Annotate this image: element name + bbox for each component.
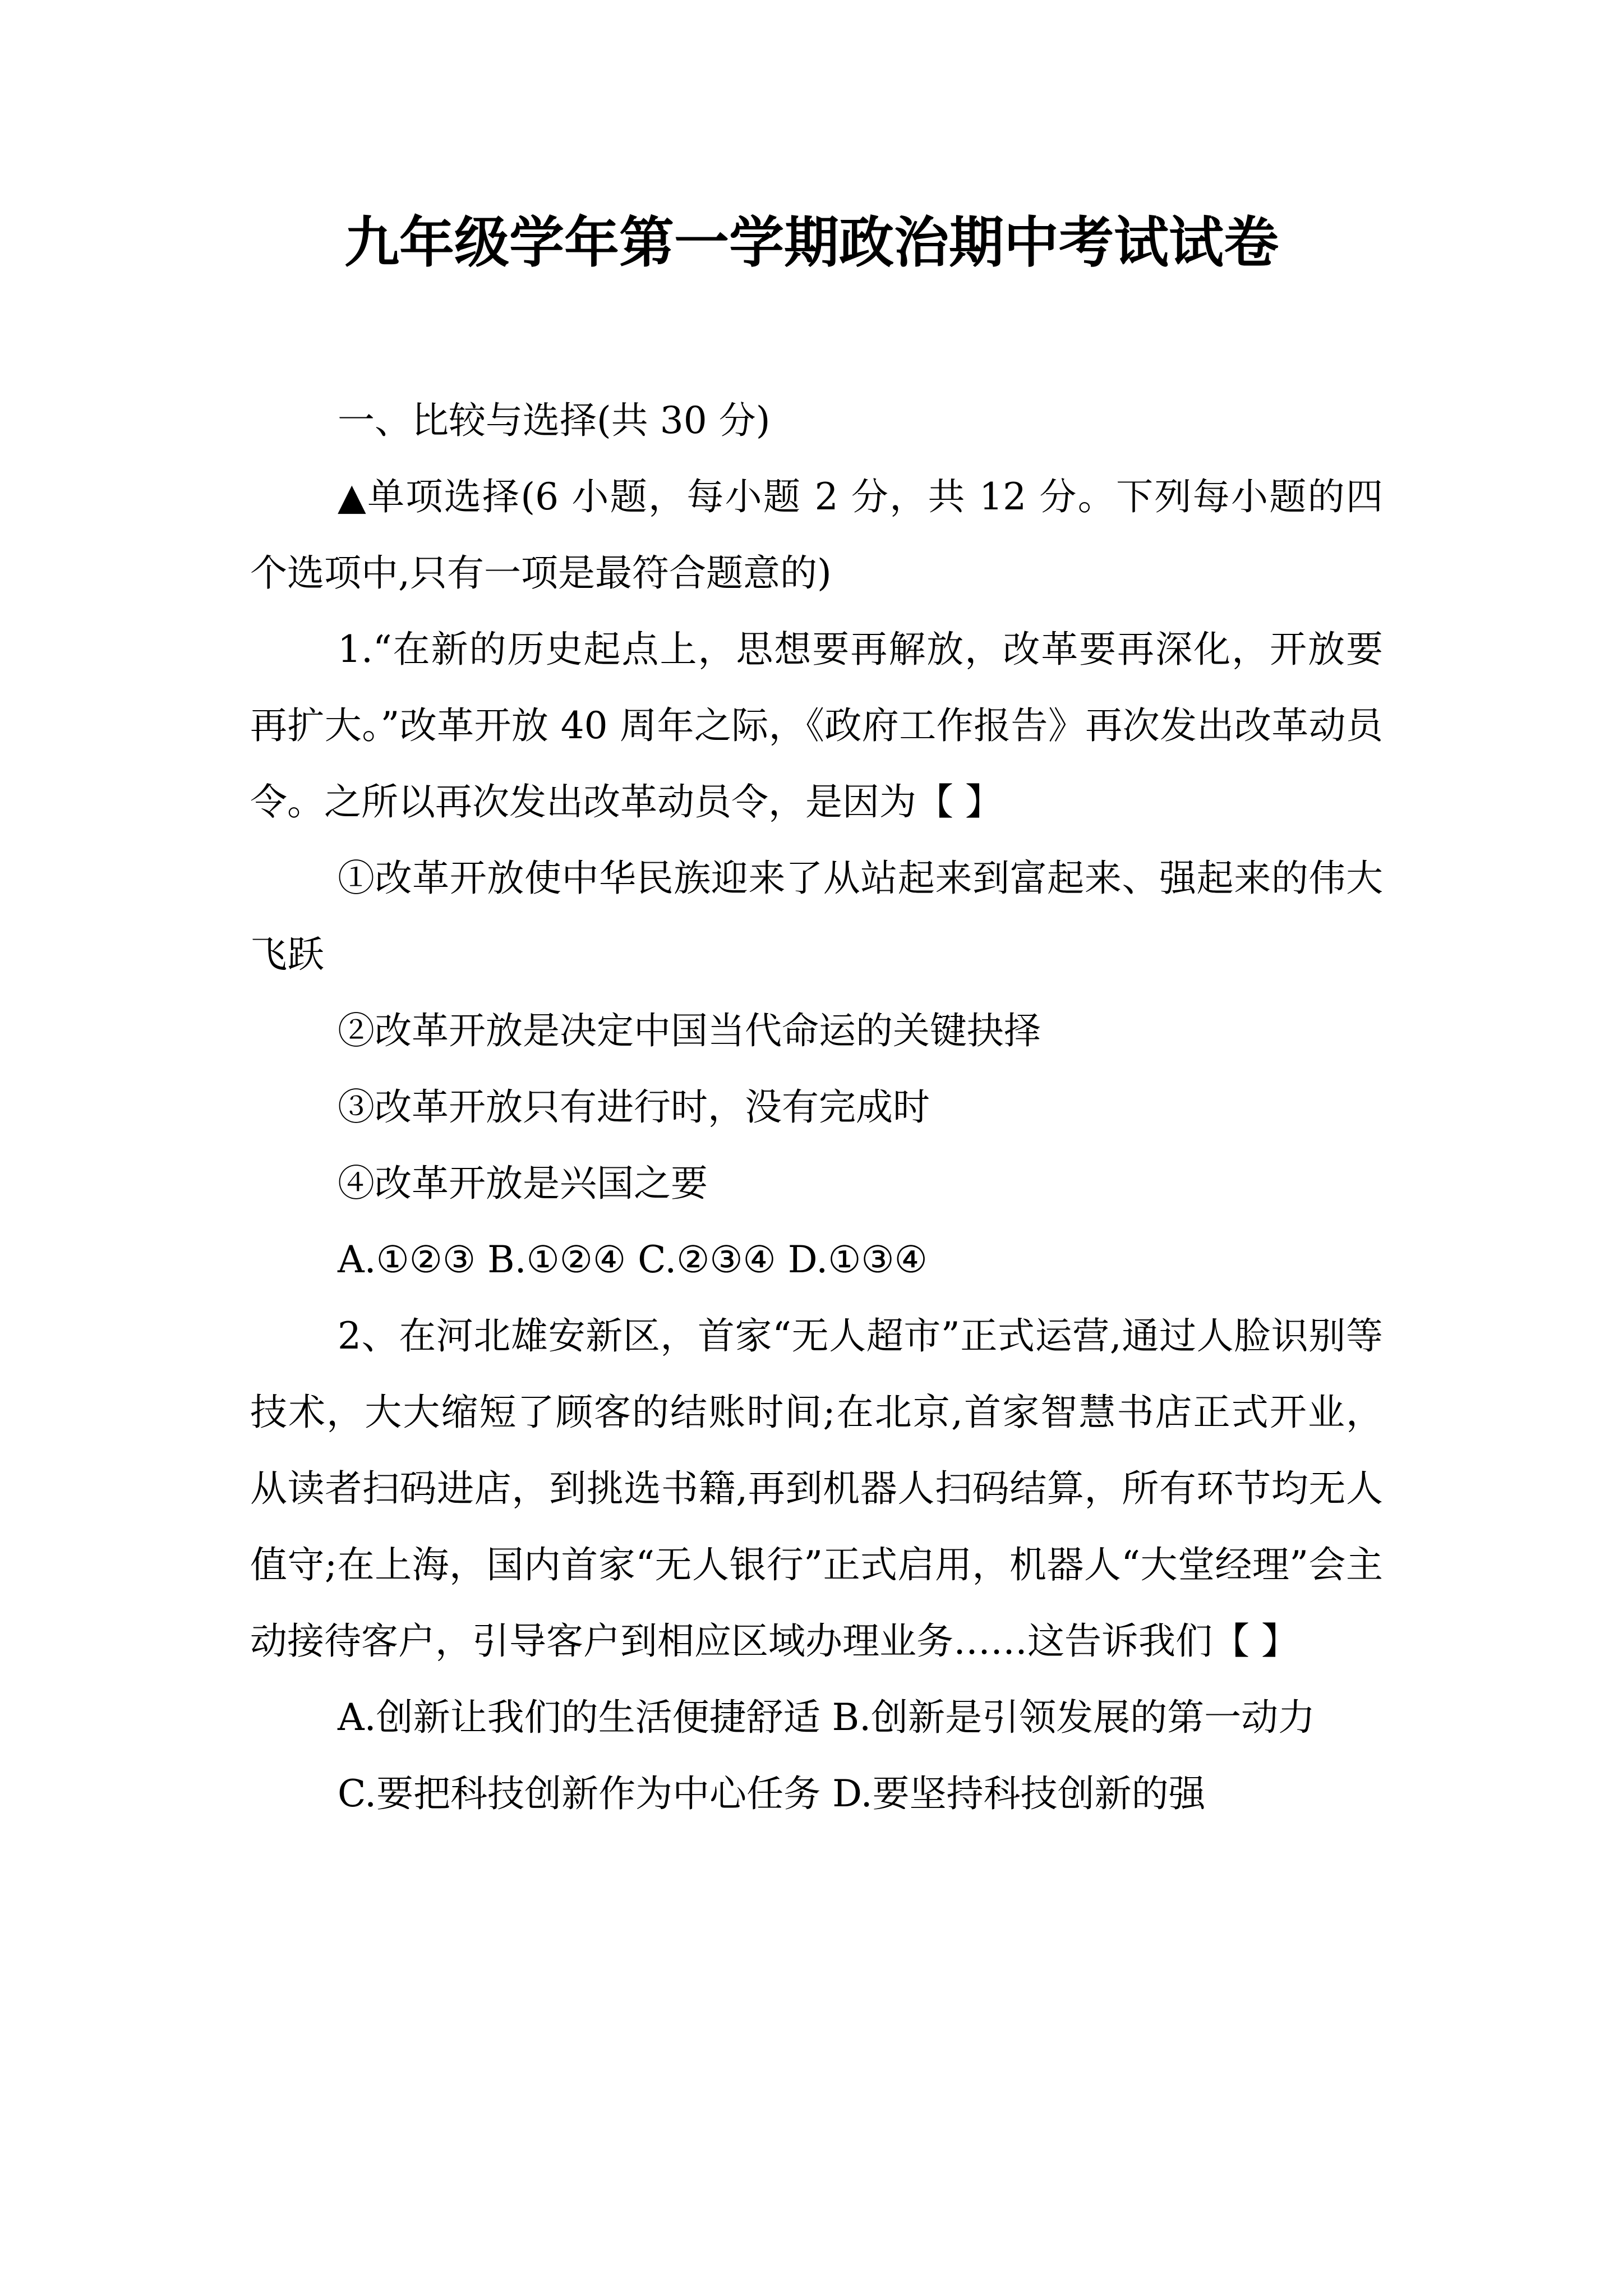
question-2-stem: 2、在河北雄安新区，首家“无人超市”正式运营,通过人脸识别等技术，大大缩短了顾客的结账时间;在北京,首家智慧书店正式开业，从读者扫码进店，到挑选书籍,再到机器人扫码结算，所有环节均无人值守;在上海，国内首家“无人银行”正式启用，机器人“大堂经理”会主动接待客户，引导客户到相应区域办理业务……这告诉我们【 】 (250, 1314, 1383, 1663)
document-title: 九年级学年第一学期政治期中考试试卷 (344, 211, 1279, 275)
question-1-stem: 1.“在新的历史起点上，思想要再解放，改革要再深化，开放要再扩大。”改革开放 40 周年之际，《政府工作报告》再次发出改革动员令。之所以再次发出改革动员令，是因为【 】 (250, 628, 1383, 823)
section-instructions: ▲单项选择(6 小题，每小题 2 分，共 12 分。下列每小题的四个选项中,只有一项是最符合题意的) (250, 475, 1383, 595)
question-1-statement-3: ③改革开放只有进行时，没有完成时 (338, 1085, 930, 1129)
question-1-options: A.①②③ B.①②④ C.②③④ D.①③④ (338, 1238, 928, 1281)
question-2-options-cd: C.要把科技创新作为中心任务 D.要坚持科技创新的强 (338, 1772, 1206, 1815)
question-1-statement-4: ④改革开放是兴国之要 (338, 1162, 708, 1205)
document-body (250, 383, 1383, 1832)
question-1-statement-1: ①改革开放使中华民族迎来了从站起来到富起来、强起来的伟大飞跃 (250, 857, 1383, 976)
question-1-statement-2: ②改革开放是决定中国当代命运的关键抉择 (338, 1009, 1041, 1052)
section-heading: 一、比较与选择(共 30 分) (338, 399, 771, 442)
question-2-options-ab: A.创新让我们的生活便捷舒适 B.创新是引领发展的第一动力 (338, 1696, 1316, 1739)
